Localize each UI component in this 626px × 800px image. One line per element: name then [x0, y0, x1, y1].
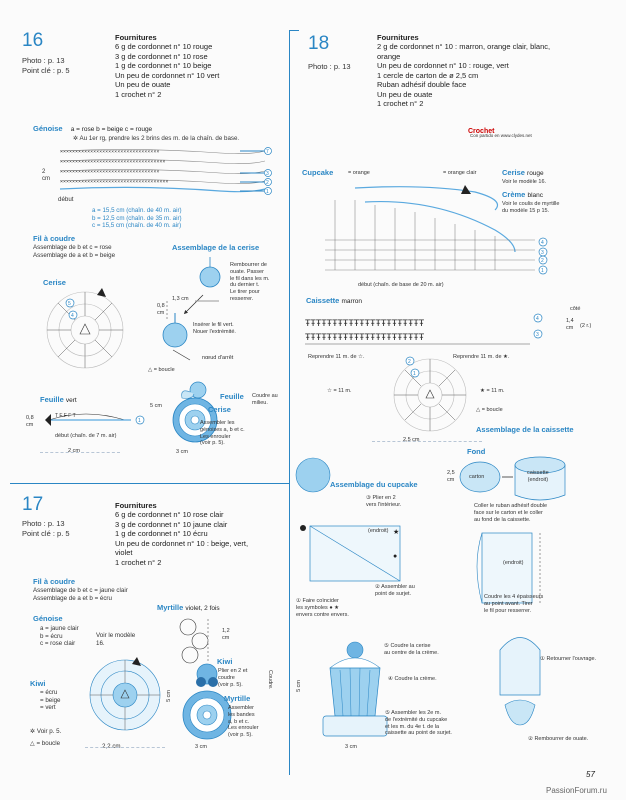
- photo-ref: Photo : p. 13: [308, 62, 351, 71]
- svg-text:2: 2: [42, 169, 46, 175]
- feuille-label: Feuille: [220, 392, 244, 401]
- supply-item: Un peu de cordonnet n° 10 vert: [115, 70, 220, 80]
- genoise-line: a = jaune clair: [40, 625, 79, 632]
- cupcake-title: Cupcake: [302, 168, 334, 177]
- genoise-title: Génoise a = rose b = beige c = rouge: [33, 124, 153, 133]
- legend-line: = beige: [40, 696, 61, 704]
- endroit-label: (endroit): [368, 528, 389, 534]
- feuille-dim: 0,8 cm: [26, 415, 34, 428]
- text-line: ② Assembler au: [375, 584, 415, 590]
- kiwi-text: [218, 668, 247, 688]
- reprendre-open: Reprendre 11 m. de ☆.: [308, 354, 365, 360]
- plier-text: [366, 495, 401, 509]
- text-line: ① Faire coïncider: [296, 598, 339, 604]
- pattern-number: 18: [308, 33, 330, 54]
- supply-item: 3 g de cordonnet n° 10 jaune clair: [115, 519, 228, 529]
- svg-text:1: 1: [138, 418, 141, 424]
- text-line: au fond de la caissette.: [474, 516, 531, 523]
- text-line: Assembler: [228, 705, 254, 711]
- caissette-chart: [300, 306, 560, 351]
- assembler2-text: [385, 710, 452, 737]
- svg-text:××××××××××××××××××××××××××××××: ××××××××××××××××××××××××××××××××××××: [60, 179, 169, 185]
- svg-text:3: 3: [536, 332, 539, 338]
- width-3cm: 3 cm: [176, 449, 188, 455]
- legend-line: = vert: [40, 704, 56, 712]
- cupcake-fold-art: [298, 518, 413, 593]
- text-line: et les m. du 4e t. de la: [385, 723, 440, 730]
- fil-line: Assemblage de a et b = écru: [33, 594, 112, 602]
- myrtille-text: [228, 705, 259, 739]
- cupcake-start: début (chaîn. de base de 20 m. air): [358, 282, 444, 288]
- caissette-width: 2,5 cm: [403, 437, 420, 443]
- fil-list: [33, 587, 128, 602]
- text-line: caissette au point de surjet.: [385, 730, 452, 737]
- supply-item: Ruban adhésif double face: [377, 80, 467, 89]
- horizontal-divider: [10, 483, 289, 484]
- pattern-number: 16: [22, 30, 44, 51]
- supply-item: Un peu de ouate: [377, 89, 433, 99]
- fond-height: 2,5 cm: [447, 470, 455, 483]
- genoise-note: ✲ Au 1er rg, prendre les 2 brins des m. de la chaîn. de base.: [73, 135, 240, 142]
- text-line: du dernier t.: [230, 282, 260, 289]
- cerise-voir: Voir le modèle 16.: [502, 179, 547, 185]
- cupcake-orange: = orange: [348, 170, 370, 176]
- supply-item: 1 crochet n° 2: [377, 99, 424, 108]
- height-5cm: 5 cm: [150, 403, 162, 409]
- pattern-number: 17: [22, 494, 44, 515]
- text-line: ouate. Passer: [230, 268, 264, 275]
- supply-item: 1 g de cordonnet n° 10 écru: [115, 529, 208, 538]
- coudre4-text: [484, 594, 543, 614]
- photo-ref: Photo : p. 13: [22, 56, 65, 65]
- supplies-title: Fournitures: [115, 33, 157, 42]
- dimension-line: b = 12,5 cm (chaîn. de 35 m. air): [92, 214, 182, 222]
- kiwi-title: Kiwi: [30, 679, 46, 688]
- svg-text:7: 7: [266, 149, 269, 155]
- supply-item: 6 g de cordonnet n° 10 rouge: [115, 42, 213, 51]
- fil-line: Assemblage de b et c = jaune clair: [33, 587, 128, 594]
- caissette-title: Caissette marron: [306, 296, 363, 305]
- svg-text:××××××××××××××××××××××××××××××: ×××××××××××××××××××××××××××××××××: [60, 169, 160, 175]
- supply-item: 6 g de cordonnet n° 10 rose clair: [115, 510, 224, 519]
- text-line: Nouer l'extrémité.: [193, 328, 236, 335]
- fil-title: Fil à coudre: [33, 577, 76, 586]
- fond-title: Fond: [467, 447, 486, 456]
- svg-text:5: 5: [68, 301, 71, 307]
- kiwi-width: 2,2 cm: [102, 743, 121, 750]
- feuille-title: Feuille vert: [40, 395, 77, 404]
- creme-title: Crème blanc: [502, 190, 543, 199]
- myrtille-label: Myrtille: [224, 694, 251, 703]
- fil-list: [33, 244, 115, 259]
- svg-text:××××××××××××××××××××××××××××××: ×××××××××××××××××××××××××××××××××: [60, 149, 160, 155]
- text-line: de l'extrémité du cupcake: [385, 716, 448, 723]
- voir-p5: ✲ Voir p. 5.: [30, 728, 62, 735]
- supply-item: 2 g de cordonnet n° 10 : marron, orange clair, blanc,: [377, 42, 551, 51]
- text-line: face sur le carton et le coller: [474, 509, 543, 516]
- supplies-title: Fournitures: [115, 501, 157, 510]
- legend-line: = écru: [40, 689, 58, 696]
- genoise-start: début: [58, 196, 74, 203]
- point-ref: Point clé : p. 5: [22, 529, 70, 538]
- assemblage-cupcake-title: Assemblage du cupcake: [330, 480, 418, 489]
- dim-13: 1,3 cm: [172, 296, 189, 302]
- cerise-chart: [40, 285, 130, 375]
- text-line: resserrer.: [230, 295, 254, 302]
- svg-text:1: 1: [413, 371, 416, 377]
- rembourrer-text: ② Rembourrer de ouate.: [528, 736, 589, 742]
- text-line: Les enrouler: [228, 725, 259, 732]
- site-logo-sub: Con partido en www.clydes.net: [470, 133, 532, 138]
- endroit-label: (endroit): [503, 560, 524, 566]
- genoise-rows: [40, 145, 276, 195]
- coudre-milieu: Coudre au milieu.: [252, 393, 278, 406]
- carton-label: carton: [469, 474, 485, 480]
- supply-item: 1 crochet n° 2: [115, 557, 162, 567]
- text-line: caissette: [527, 470, 549, 476]
- voir-note: Voir le modèle 16.: [96, 632, 136, 647]
- text-line: au point avant. Tirer: [484, 600, 533, 607]
- text-line: (voir p. 5).: [200, 440, 225, 447]
- text-line: ③ Plier en 2: [366, 495, 396, 501]
- corner-mark-top: [289, 30, 299, 31]
- text-line: Les enrouler: [200, 433, 231, 440]
- site-watermark: PassionForum.ru: [546, 786, 607, 795]
- cupcake-finish-art: [315, 638, 395, 743]
- genoise-chart: [40, 145, 276, 195]
- caissette-height: 1,4 cm: [566, 318, 574, 331]
- text-line: (voir p. 5).: [218, 681, 243, 688]
- fil-line: Assemblage de a et b = beige: [33, 251, 116, 259]
- svg-text:3: 3: [541, 250, 544, 256]
- supplies-list: [115, 510, 248, 567]
- text-line: Coudre les 4 épaisseurs: [484, 594, 544, 600]
- width-3cm: 3 cm: [195, 744, 207, 750]
- svg-text:3: 3: [266, 171, 269, 177]
- supplies-title: Fournitures: [377, 33, 419, 42]
- text-line: ⑤ Coudre la cerise: [384, 643, 431, 649]
- caissette-endroit: [527, 470, 549, 484]
- genoise-list: [40, 625, 79, 648]
- star-open-count: ☆ = 11 m.: [327, 388, 352, 394]
- coller-text: [474, 503, 547, 523]
- svg-text:1: 1: [266, 189, 269, 195]
- assemblage-cerise-title: Assemblage de la cerise: [172, 243, 260, 252]
- cerise-title: Cerise rouge: [502, 168, 544, 177]
- genoise-line: c = rose clair: [40, 640, 76, 648]
- text-line: du modèle 15 p 15.: [502, 207, 550, 214]
- width-3cm: 3 cm: [345, 744, 357, 750]
- text-line: vers l'intérieur.: [366, 501, 402, 508]
- text-line: le fil dans les m.: [230, 275, 270, 282]
- cerise-assembly-text-1: [230, 262, 269, 303]
- kiwi-legend: [40, 689, 60, 712]
- text-line: Coller le ruban adhésif double: [474, 503, 548, 509]
- star-full-count: ★ = 11 m.: [480, 388, 505, 394]
- svg-text:cm: cm: [42, 176, 50, 182]
- text-line: (endroit): [527, 476, 549, 483]
- genoise-title: Génoise: [33, 614, 63, 623]
- dim-08: 0,8 cm: [157, 303, 165, 316]
- svg-text:2: 2: [266, 180, 269, 186]
- text-line: le fil pour resserrer.: [484, 607, 532, 614]
- height-5cm: 5 cm: [296, 680, 302, 692]
- text-line: a, b et c.: [228, 718, 250, 725]
- text-line: au centre de la crème.: [384, 649, 439, 656]
- supplies-block: [377, 33, 550, 109]
- supply-item: Un peu de ouate: [115, 80, 171, 89]
- supply-item: orange: [377, 51, 401, 61]
- cerise-label: Cerise: [208, 405, 231, 414]
- supplies-list: [115, 42, 219, 99]
- svg-text:ŦŦŦŦŦŦŦŦŦŦŦŦŦŦŦŦŦŦŦŦŦŦ: ŦŦŦŦŦŦŦŦŦŦŦŦŦŦŦŦŦŦŦŦŦŦ: [305, 333, 425, 343]
- supply-item: 1 cercle de carton de ø 2,5 cm: [377, 70, 479, 80]
- text-line: génoises a, b et c.: [200, 426, 245, 433]
- text-line: point de surjet.: [375, 590, 412, 597]
- point-ref: Point clé : p. 5: [22, 66, 70, 75]
- supplies-block: [115, 501, 248, 567]
- svg-text:2: 2: [408, 359, 411, 365]
- reprendre-full: Reprendre 11 m. de ★.: [453, 354, 510, 360]
- coudre-creme-text: ④ Coudre la crème.: [388, 676, 437, 682]
- assembler-text: [375, 584, 415, 598]
- text-line: Insérer le fil vert.: [193, 322, 234, 328]
- supplies-list: [377, 42, 550, 109]
- caissette-finish-art: [490, 625, 550, 735]
- text-line: coudre: [218, 674, 235, 681]
- feuille-start: début (chaîn. de 7 m. air): [55, 433, 117, 439]
- feuille-width: 2 cm: [68, 448, 80, 454]
- caissette-side: côté: [570, 306, 581, 312]
- kiwi-chart: [85, 655, 165, 735]
- text-line: Rembourrer de: [230, 262, 267, 268]
- assemblage-caissette-title: Assemblage de la caissette: [476, 425, 574, 434]
- text-line: envers contre envers.: [296, 611, 349, 618]
- cupcake-orange-clair: = orange clair: [443, 170, 477, 176]
- page-number: 57: [586, 770, 595, 779]
- kiwi-label: Kiwi: [217, 657, 233, 666]
- vertical-divider: [289, 30, 290, 775]
- svg-text:2: 2: [541, 258, 544, 264]
- feuille-chart: [45, 408, 145, 430]
- cerise-assembly-text-2: [193, 322, 236, 336]
- assembler-text: [200, 420, 245, 447]
- supply-item: 1 g de cordonnet n° 10 beige: [115, 61, 212, 70]
- svg-text:●: ●: [393, 553, 398, 560]
- dimension-line: a = 15,5 cm (chaîn. de 40 m. air): [92, 207, 182, 214]
- faire-text: [296, 598, 349, 618]
- caissette-rows: (2 r.): [580, 323, 592, 329]
- supply-item: violet: [115, 548, 133, 557]
- text-line: Voir le coulis de myrtille: [502, 201, 560, 207]
- coudre-cerise-text: [384, 643, 439, 657]
- svg-text:ŦŦŦŦŦŦŦŦŦŦŦŦŦŦŦŦŦŦŦŦŦŦ: ŦŦŦŦŦŦŦŦŦŦŦŦŦŦŦŦŦŦŦŦŦŦ: [305, 319, 425, 329]
- fil-title: Fil à coudre: [33, 234, 76, 243]
- text-line: les symboles ● ★: [296, 604, 340, 611]
- boucle-legend: △ = boucle: [476, 407, 503, 413]
- retourner-text: ① Retourner l'ouvrage.: [540, 656, 597, 662]
- supplies-block: [115, 33, 219, 99]
- text-line: Assembler les: [200, 420, 235, 426]
- site-logo: Crochet: [468, 128, 495, 135]
- genoise-dimensions: [92, 207, 182, 230]
- text-line: les bandes: [228, 711, 255, 718]
- height-5cm: 5 cm: [166, 690, 172, 702]
- coudre-label: Coudre.: [266, 670, 273, 690]
- svg-text:★: ★: [393, 529, 400, 536]
- noeud-label: nœud d'arrêt: [202, 355, 234, 361]
- svg-text:4: 4: [536, 316, 539, 322]
- myrtille-height: 1,2 cm: [222, 628, 230, 641]
- myrtille-title: Myrtille violet, 2 fois: [157, 603, 220, 612]
- dimension-line: c = 15,5 cm (chaîn. de 40 m. air): [92, 222, 182, 230]
- cupcake-chart: [305, 180, 555, 280]
- text-line: ⑤ Assembler les 2e m.: [385, 710, 441, 716]
- supply-item: Un peu de cordonnet n° 10 : beige, vert,: [115, 538, 249, 548]
- cerise-title: Cerise: [43, 278, 66, 287]
- cupcake-icon: [291, 455, 336, 495]
- supply-item: 3 g de cordonnet n° 10 rose: [115, 51, 208, 61]
- text-line: (voir p. 5).: [228, 732, 253, 739]
- supply-item: 1 crochet n° 2: [115, 89, 162, 99]
- supply-item: Un peu de cordonnet n° 10 : rouge, vert: [377, 61, 509, 70]
- text-line: Plier en 2 et: [218, 668, 248, 674]
- genoise-line: b = écru: [40, 632, 63, 640]
- svg-text:××××××××××××××××××××××××××××××: ×××××××××××××××××××××××××××××××××××: [60, 159, 166, 165]
- boucle-legend: △ = boucle: [148, 367, 175, 373]
- svg-text:4: 4: [541, 240, 544, 246]
- svg-text:T F F F T: T F F F T: [55, 413, 76, 419]
- photo-ref: Photo : p. 13: [22, 519, 65, 528]
- text-line: Le tirer pour: [230, 289, 260, 296]
- boucle-legend: △ = boucle: [30, 740, 61, 747]
- fil-line: Assemblage de b et c = rose: [33, 244, 112, 251]
- svg-text:1: 1: [541, 268, 544, 274]
- svg-text:4: 4: [71, 313, 74, 319]
